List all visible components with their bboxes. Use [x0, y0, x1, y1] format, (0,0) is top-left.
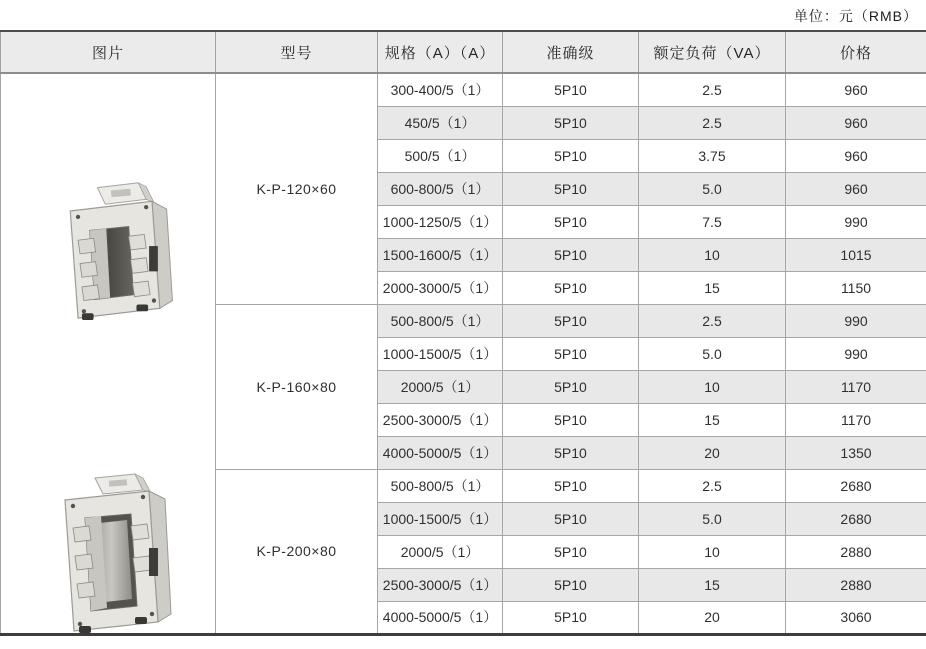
spec-cell: 4000-5000/5（1） — [378, 436, 503, 469]
price-cell: 1170 — [786, 370, 926, 403]
spec-cell: 2000-3000/5（1） — [378, 271, 503, 304]
accuracy-cell: 5P10 — [503, 172, 639, 205]
price-cell: 2680 — [786, 469, 926, 502]
model-cell: K-P-160×80 — [216, 304, 378, 469]
col-header-image: 图片 — [1, 31, 216, 73]
load-cell: 10 — [639, 370, 786, 403]
unit-note: 单位：元（RMB） — [793, 8, 918, 24]
col-header-price: 价格 — [786, 31, 926, 73]
accuracy-cell: 5P10 — [503, 139, 639, 172]
current-transformer-small-image — [43, 174, 189, 322]
load-cell: 2.5 — [639, 469, 786, 502]
accuracy-cell: 5P10 — [503, 535, 639, 568]
load-cell: 10 — [639, 238, 786, 271]
load-cell: 15 — [639, 403, 786, 436]
price-cell: 2880 — [786, 568, 926, 601]
load-cell: 2.5 — [639, 73, 786, 106]
accuracy-cell: 5P10 — [503, 304, 639, 337]
load-cell: 20 — [639, 436, 786, 469]
accuracy-cell: 5P10 — [503, 370, 639, 403]
price-cell: 960 — [786, 106, 926, 139]
model-cell: K-P-200×80 — [216, 469, 378, 634]
price-cell: 2880 — [786, 535, 926, 568]
price-cell: 990 — [786, 304, 926, 337]
price-cell: 990 — [786, 205, 926, 238]
load-cell: 15 — [639, 271, 786, 304]
spec-cell: 500-800/5（1） — [378, 304, 503, 337]
price-cell: 1350 — [786, 436, 926, 469]
spec-cell: 2500-3000/5（1） — [378, 403, 503, 436]
spec-cell: 1500-1600/5（1） — [378, 238, 503, 271]
price-cell: 960 — [786, 172, 926, 205]
load-cell: 2.5 — [639, 106, 786, 139]
load-cell: 2.5 — [639, 304, 786, 337]
model-cell: K-P-120×60 — [216, 73, 378, 304]
spec-cell: 500-800/5（1） — [378, 469, 503, 502]
price-cell: 1150 — [786, 271, 926, 304]
header-row — [1, 31, 926, 73]
spec-cell: 1000-1500/5（1） — [378, 337, 503, 370]
accuracy-cell: 5P10 — [503, 502, 639, 535]
accuracy-cell: 5P10 — [503, 106, 639, 139]
spec-cell: 1000-1500/5（1） — [378, 502, 503, 535]
accuracy-cell: 5P10 — [503, 469, 639, 502]
spec-cell: 300-400/5（1） — [378, 73, 503, 106]
load-cell: 5.0 — [639, 337, 786, 370]
load-cell: 3.75 — [639, 139, 786, 172]
spec-cell: 2500-3000/5（1） — [378, 568, 503, 601]
current-transformer-large-image — [37, 466, 189, 634]
image-cell — [1, 73, 216, 634]
spec-cell: 450/5（1） — [378, 106, 503, 139]
accuracy-cell: 5P10 — [503, 601, 639, 634]
spec-cell: 2000/5（1） — [378, 370, 503, 403]
accuracy-cell: 5P10 — [503, 238, 639, 271]
col-header-model: 型号 — [216, 31, 378, 73]
price-cell: 990 — [786, 337, 926, 370]
price-cell: 1015 — [786, 238, 926, 271]
accuracy-cell: 5P10 — [503, 73, 639, 106]
accuracy-cell: 5P10 — [503, 337, 639, 370]
accuracy-cell: 5P10 — [503, 205, 639, 238]
col-header-accuracy: 准确级 — [503, 31, 639, 73]
price-cell: 960 — [786, 139, 926, 172]
accuracy-cell: 5P10 — [503, 436, 639, 469]
col-header-spec: 规格（A）（A） — [378, 31, 503, 73]
load-cell: 5.0 — [639, 502, 786, 535]
price-cell: 960 — [786, 73, 926, 106]
price-cell: 3060 — [786, 601, 926, 634]
load-cell: 5.0 — [639, 172, 786, 205]
load-cell: 7.5 — [639, 205, 786, 238]
col-header-load: 额定负荷（VA） — [639, 31, 786, 73]
spec-cell: 600-800/5（1） — [378, 172, 503, 205]
accuracy-cell: 5P10 — [503, 568, 639, 601]
accuracy-cell: 5P10 — [503, 403, 639, 436]
spec-cell: 1000-1250/5（1） — [378, 205, 503, 238]
load-cell: 10 — [639, 535, 786, 568]
spec-cell: 2000/5（1） — [378, 535, 503, 568]
table-row — [1, 73, 926, 106]
price-cell: 2680 — [786, 502, 926, 535]
spec-cell: 500/5（1） — [378, 139, 503, 172]
accuracy-cell: 5P10 — [503, 271, 639, 304]
load-cell: 20 — [639, 601, 786, 634]
load-cell: 15 — [639, 568, 786, 601]
price-table — [0, 30, 926, 636]
price-cell: 1170 — [786, 403, 926, 436]
spec-cell: 4000-5000/5（1） — [378, 601, 503, 634]
